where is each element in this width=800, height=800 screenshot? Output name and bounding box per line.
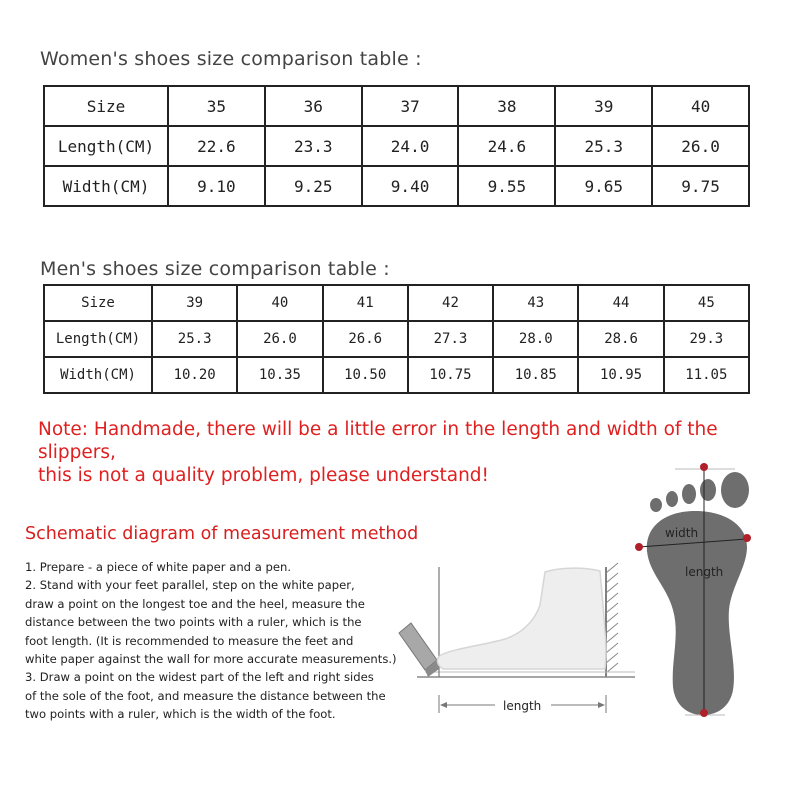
table-cell: 35	[168, 86, 265, 126]
table-cell: 25.3	[555, 126, 652, 166]
table-cell: 10.95	[578, 357, 663, 393]
instruction-line: two points with a ruler, which is the width of the foot.	[25, 707, 336, 722]
table-cell: 41	[323, 285, 408, 321]
sole-foot-icon	[647, 472, 749, 715]
table-cell: 9.55	[458, 166, 555, 206]
side-length-label: length	[503, 699, 542, 713]
table-row	[44, 86, 749, 126]
table-row	[44, 285, 749, 321]
table-cell: 44	[578, 285, 663, 321]
table-cell: 24.6	[458, 126, 555, 166]
table-row	[44, 357, 749, 393]
instruction-line: 1. Prepare - a piece of white paper and a pen.	[25, 560, 292, 574]
instruction-line: white paper against the wall for more accurate measurements.)	[25, 652, 397, 667]
side-foot-icon	[437, 568, 605, 669]
table-cell: 28.0	[493, 321, 578, 357]
method-instructions	[25, 558, 405, 724]
table-cell: 10.85	[493, 357, 578, 393]
table-cell: 25.3	[152, 321, 237, 357]
table-cell: 37	[362, 86, 459, 126]
table-cell: 42	[408, 285, 493, 321]
table-cell: 43	[493, 285, 578, 321]
row-header: Width(CM)	[44, 357, 152, 393]
men-table-title: Men's shoes size comparison table :	[40, 258, 390, 280]
table-cell: 23.3	[265, 126, 362, 166]
row-header: Width(CM)	[44, 166, 168, 206]
wall-illustration	[606, 563, 618, 677]
row-header: Size	[44, 86, 168, 126]
women-size-table	[43, 85, 750, 207]
note-line: this is not a quality problem, please understand!	[38, 465, 489, 486]
table-cell: 9.75	[652, 166, 749, 206]
table-cell: 11.05	[664, 357, 749, 393]
table-cell: 24.0	[362, 126, 459, 166]
table-cell: 9.65	[555, 166, 652, 206]
ruler-icon	[399, 623, 439, 677]
table-cell: 39	[555, 86, 652, 126]
table-cell: 26.6	[323, 321, 408, 357]
men-size-table	[43, 284, 750, 394]
table-cell: 9.10	[168, 166, 265, 206]
row-header: Length(CM)	[44, 126, 168, 166]
table-cell: 29.3	[664, 321, 749, 357]
table-row	[44, 166, 749, 206]
table-cell: 40	[652, 86, 749, 126]
instruction-line: 3. Draw a point on the widest part of the left and right sides	[25, 670, 374, 685]
table-cell: 40	[237, 285, 322, 321]
table-cell: 27.3	[408, 321, 493, 357]
toe-point-icon	[700, 463, 708, 471]
table-cell: 36	[265, 86, 362, 126]
table-cell: 9.25	[265, 166, 362, 206]
row-header: Length(CM)	[44, 321, 152, 357]
instruction-line: foot length. (It is recommended to measure the feet and	[25, 633, 354, 648]
table-cell: 45	[664, 285, 749, 321]
measurement-diagram	[395, 455, 795, 755]
table-row	[44, 126, 749, 166]
table-cell: 38	[458, 86, 555, 126]
table-cell: 10.35	[237, 357, 322, 393]
table-cell: 26.0	[237, 321, 322, 357]
sole-width-label: width	[665, 526, 699, 540]
table-cell: 10.20	[152, 357, 237, 393]
note-line: Note: Handmade, there will be a little error in the length and width of the slippers,	[38, 419, 718, 463]
table-cell: 28.6	[578, 321, 663, 357]
row-header: Size	[44, 285, 152, 321]
instruction-line: distance between the two points with a ruler, which is the	[25, 615, 362, 630]
women-table-title: Women's shoes size comparison table :	[40, 48, 422, 70]
heel-point-icon	[700, 709, 708, 717]
right-width-point-icon	[743, 534, 751, 542]
instruction-line: of the sole of the foot, and measure the distance between the	[25, 688, 386, 703]
table-cell: 39	[152, 285, 237, 321]
table-cell: 9.40	[362, 166, 459, 206]
table-row	[44, 321, 749, 357]
left-width-point-icon	[635, 543, 643, 551]
table-cell: 26.0	[652, 126, 749, 166]
instruction-line: draw a point on the longest toe and the heel, measure the	[25, 596, 365, 611]
table-cell: 22.6	[168, 126, 265, 166]
method-title: Schematic diagram of measurement method	[25, 524, 419, 544]
table-cell: 10.50	[323, 357, 408, 393]
table-cell: 10.75	[408, 357, 493, 393]
instruction-line: 2. Stand with your feet parallel, step on the white paper,	[25, 578, 355, 593]
sole-length-label: length	[685, 565, 724, 579]
